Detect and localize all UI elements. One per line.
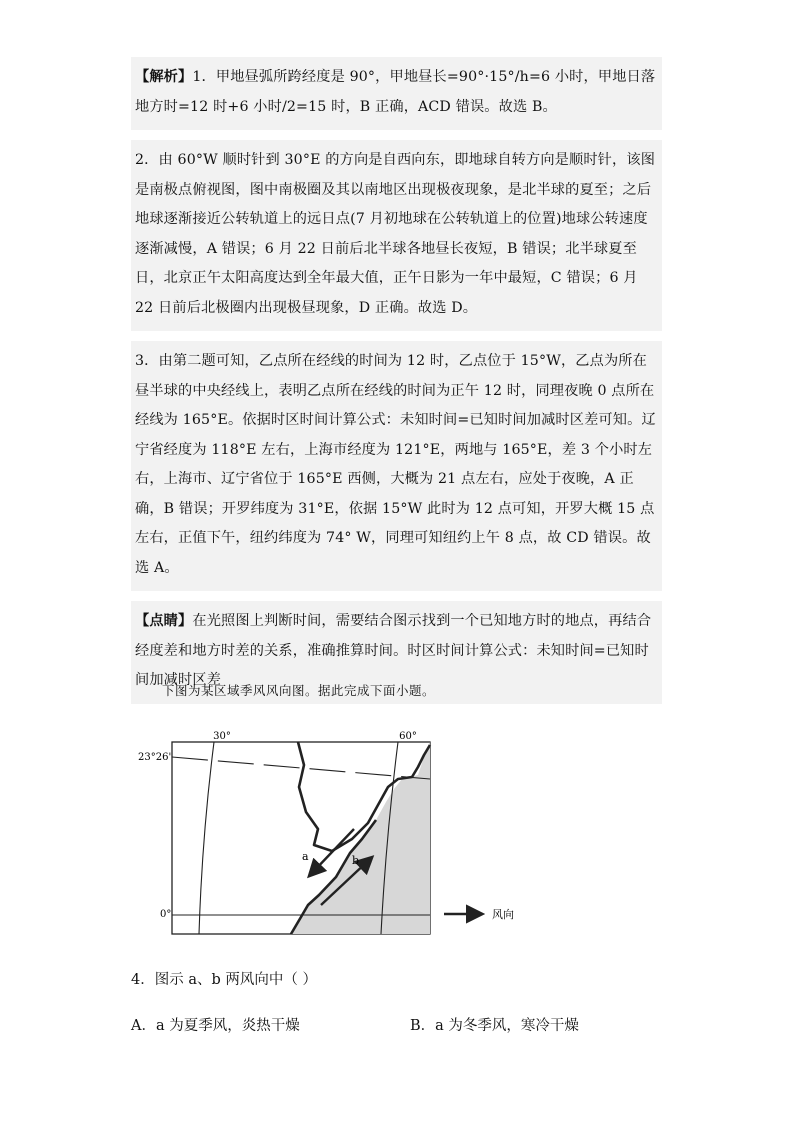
key-point-text: 在光照图上判断时间，需要结合图示找到一个已知地方时的地点，再结合经度差和地方时差的关系，准确推算时间。时区时间计算公式：未知时间=已知时间加减时区差 [135, 613, 652, 688]
analysis-section [131, 57, 662, 714]
label-a: a [302, 850, 309, 863]
lon-label-30: 30° [213, 731, 231, 742]
key-point-label: 【点睛】 [135, 613, 193, 629]
legend-label: 风向 [492, 908, 514, 921]
option-b: B．a 为冬季风，寒冷干燥 [410, 1018, 579, 1034]
analysis-paragraph-1 [131, 57, 662, 130]
lat-label-tropic: 23°26' [138, 752, 172, 763]
lon-label-60: 60° [399, 731, 417, 742]
label-b: b [352, 854, 360, 867]
analysis-text-2: 2．由 60°W 顺时针到 30°E 的方向是自西向东，即地球自转方向是顺时针，该图是南极点俯视图，图中南极圈及其以南地区出现极夜现象，是北半球的夏至；之后地球逐渐接近公转轨道上的远日点(7 月初地球在公转轨道上的位置)地球公转速度逐渐减慢，A 错误；6 月 22 日前后北半球各地昼长夜短，B 错误；北半球夏至日，北京正午太阳高度达到全年最大值，正午日影为一年中最短，C 错误；6 月 22 日前后北极圈内出现极昼现象，D 正确。故选 D。 [135, 152, 656, 316]
option-a: A．a 为夏季风，炎热干燥 [131, 1018, 300, 1034]
lat-label-equator: 0° [160, 909, 172, 920]
analysis-text-1: 1．甲地昼弧所跨经度是 90°，甲地昼长=90°·15°/h=6 小时，甲地日落地方时=12 时+6 小时/2=15 时，B 正确，ACD 错误。故选 B。 [135, 69, 656, 115]
analysis-text-3: 3．由第二题可知，乙点所在经线的时间为 12 时，乙点位于 15°W，乙点为所在昼半球的中央经线上，表明乙点所在经线的时间为正午 12 时，同理夜晚 0 点所在经线为 165°E。依据时区时间计算公式：未知时间=已知时间加减时区差可知。辽宁省经度为 118°E 左右，上海市经度为 121°E，两地与 165°E，差 3 个小时左右，上海市、辽宁省位于 165°E 西侧，大概为 21 点左右，应处于夜晚，A 正确，B 错误；开罗纬度为 31°E，依据 15°W 此时为 12 点可知，开罗大概 15 点左右，正值下午，纽约纬度为 74° W，同理可知纽约上午 8 点，故 CD 错误。故选 A。 [135, 353, 656, 576]
analysis-label: 【解析】 [135, 69, 193, 85]
analysis-paragraph-2 [131, 140, 662, 331]
question-stem: 4．图示 a、b 两风向中（ ） [131, 972, 317, 988]
analysis-paragraph-3 [131, 341, 662, 591]
figure-intro: 下图为某区域季风风向图。据此完成下面小题。 [162, 683, 436, 698]
monsoon-map [136, 727, 556, 942]
